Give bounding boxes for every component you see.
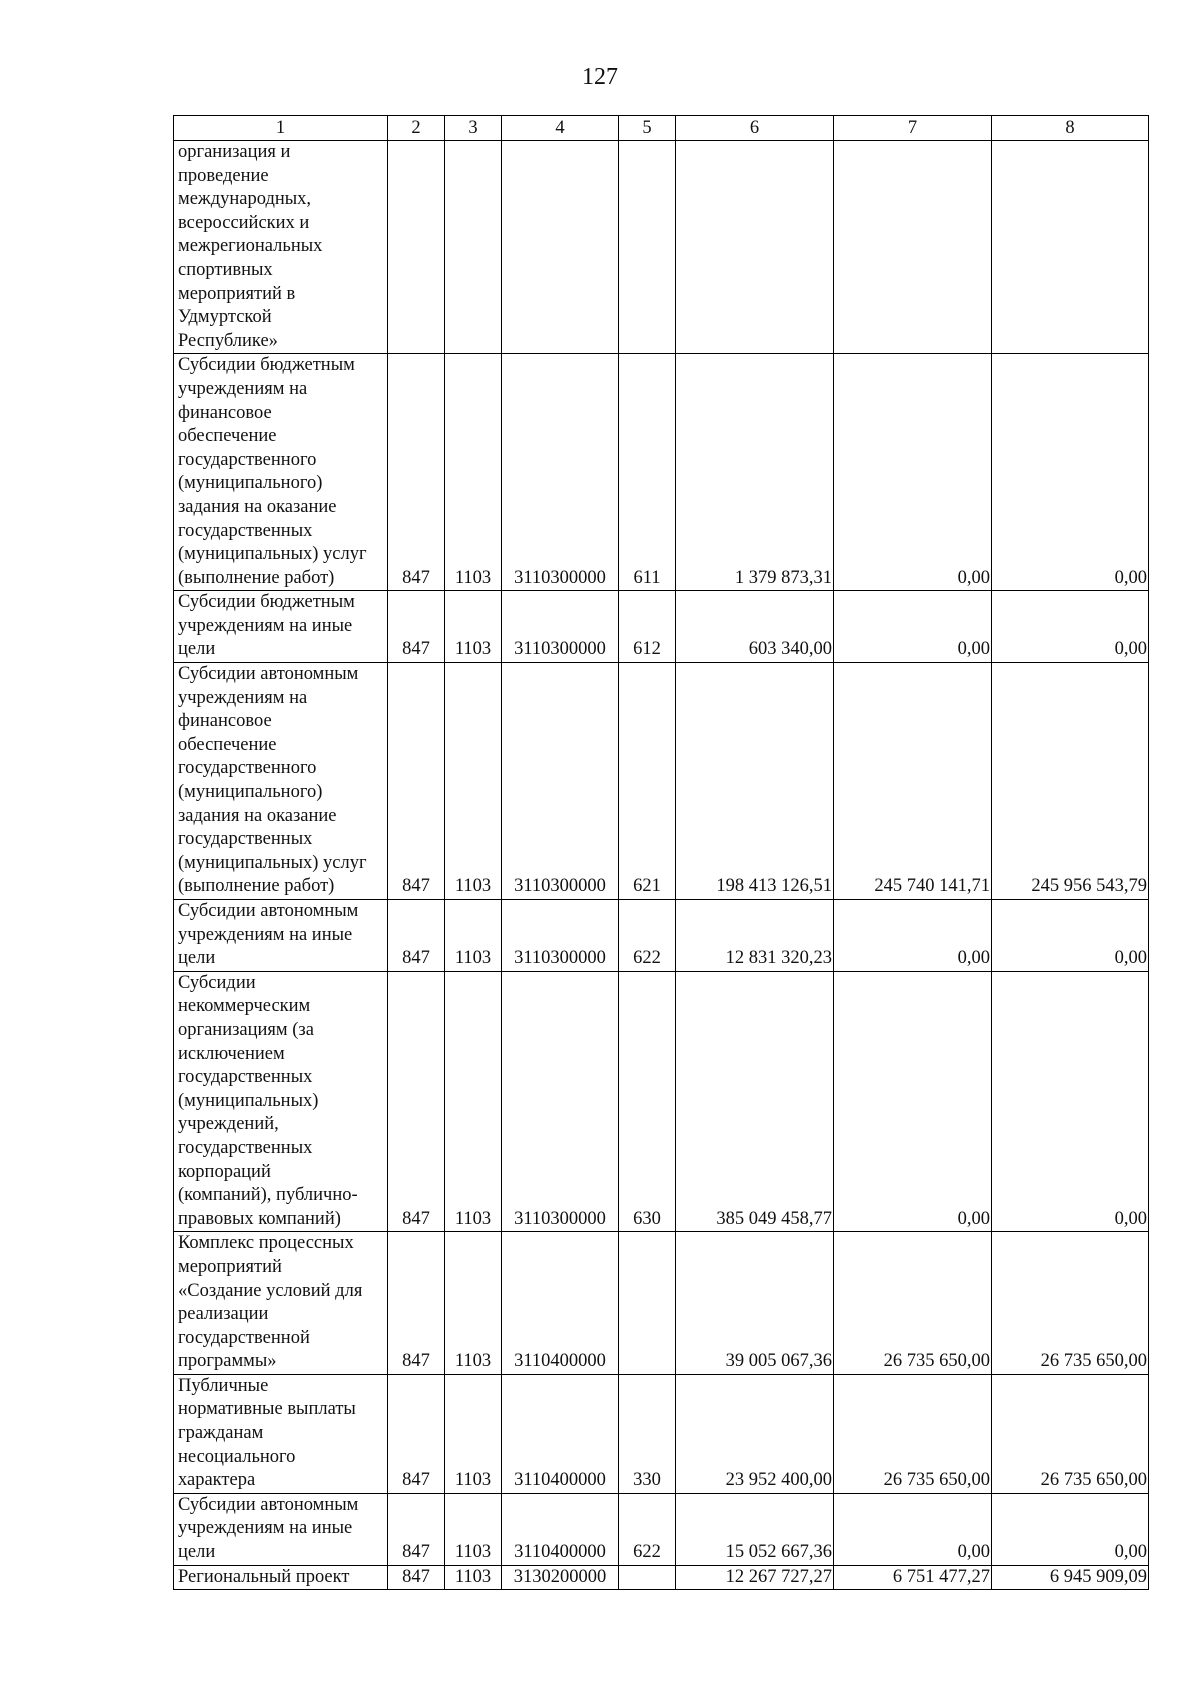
sum-col6-cell: 385 049 458,77 [676, 971, 834, 1232]
expense-type-cell: 612 [619, 591, 676, 663]
grbs-cell [388, 141, 445, 354]
header-cell: 3 [445, 116, 502, 141]
section-cell [445, 141, 502, 354]
sum-col8-cell: 0,00 [992, 1493, 1149, 1565]
row-name-cell: Субсидии автономным учреждениям на иные цели [174, 900, 388, 972]
target-article-cell: 3110400000 [502, 1232, 619, 1375]
expense-type-cell [619, 1232, 676, 1375]
section-cell: 1103 [445, 663, 502, 900]
sum-col8-cell: 6 945 909,09 [992, 1565, 1149, 1590]
sum-col6-cell: 12 267 727,27 [676, 1565, 834, 1590]
expense-type-cell [619, 141, 676, 354]
table-row [174, 354, 1149, 591]
page-number: 127 [582, 64, 618, 90]
expense-type-cell: 611 [619, 354, 676, 591]
grbs-cell: 847 [388, 1232, 445, 1375]
expense-type-cell: 630 [619, 971, 676, 1232]
row-name-cell: Региональный проект [174, 1565, 388, 1590]
section-cell: 1103 [445, 1374, 502, 1493]
grbs-cell: 847 [388, 1493, 445, 1565]
target-article-cell: 3110300000 [502, 354, 619, 591]
section-cell: 1103 [445, 591, 502, 663]
sum-col6-cell [676, 141, 834, 354]
header-cell: 8 [992, 116, 1149, 141]
expense-type-cell: 330 [619, 1374, 676, 1493]
table-row [174, 1374, 1149, 1493]
sum-col8-cell: 26 735 650,00 [992, 1374, 1149, 1493]
sum-col7-cell: 0,00 [834, 1493, 992, 1565]
table-header [174, 116, 1149, 141]
table-row [174, 1493, 1149, 1565]
table-row [174, 1232, 1149, 1375]
sum-col8-cell: 0,00 [992, 971, 1149, 1232]
target-article-cell: 3110300000 [502, 900, 619, 972]
table-body [174, 141, 1149, 1590]
sum-col6-cell: 15 052 667,36 [676, 1493, 834, 1565]
header-cell: 1 [174, 116, 388, 141]
section-cell: 1103 [445, 354, 502, 591]
table-row [174, 141, 1149, 354]
header-cell: 4 [502, 116, 619, 141]
target-article-cell: 3110400000 [502, 1374, 619, 1493]
expense-type-cell: 621 [619, 663, 676, 900]
header-cell: 5 [619, 116, 676, 141]
grbs-cell: 847 [388, 900, 445, 972]
sum-col7-cell: 26 735 650,00 [834, 1374, 992, 1493]
sum-col8-cell: 0,00 [992, 591, 1149, 663]
sum-col6-cell: 12 831 320,23 [676, 900, 834, 972]
row-name-cell: Публичные нормативные выплаты гражданам несоциального характера [174, 1374, 388, 1493]
header-cell: 2 [388, 116, 445, 141]
target-article-cell: 3110400000 [502, 1493, 619, 1565]
target-article-cell: 3110300000 [502, 663, 619, 900]
sum-col6-cell: 1 379 873,31 [676, 354, 834, 591]
section-cell: 1103 [445, 971, 502, 1232]
expense-type-cell: 622 [619, 1493, 676, 1565]
row-name-cell: Субсидии автономным учреждениям на иные цели [174, 1493, 388, 1565]
row-name-cell: Субсидии бюджетным учреждениям на финансовое обеспечение государственного (муниципального) задания на оказание государственных (муниципальных) услуг (выполнение работ) [174, 354, 388, 591]
sum-col8-cell [992, 141, 1149, 354]
sum-col6-cell: 39 005 067,36 [676, 1232, 834, 1375]
table-row [174, 971, 1149, 1232]
table-row [174, 591, 1149, 663]
section-cell: 1103 [445, 900, 502, 972]
target-article-cell [502, 141, 619, 354]
sum-col7-cell: 245 740 141,71 [834, 663, 992, 900]
sum-col8-cell: 26 735 650,00 [992, 1232, 1149, 1375]
sum-col7-cell: 0,00 [834, 971, 992, 1232]
row-name-cell: Субсидии бюджетным учреждениям на иные цели [174, 591, 388, 663]
sum-col8-cell: 245 956 543,79 [992, 663, 1149, 900]
expense-type-cell [619, 1565, 676, 1590]
table-row [174, 900, 1149, 972]
sum-col7-cell: 0,00 [834, 900, 992, 972]
header-cell: 6 [676, 116, 834, 141]
section-cell: 1103 [445, 1565, 502, 1590]
table-row [174, 663, 1149, 900]
grbs-cell: 847 [388, 354, 445, 591]
table-row [174, 1565, 1149, 1590]
header-row [174, 116, 1149, 141]
row-name-cell: Субсидии автономным учреждениям на финансовое обеспечение государственного (муниципального) задания на оказание государственных (муниципальных) услуг (выполнение работ) [174, 663, 388, 900]
budget-table [173, 115, 1149, 1590]
sum-col7-cell: 0,00 [834, 354, 992, 591]
grbs-cell: 847 [388, 663, 445, 900]
row-name-cell: организация и проведение международных, всероссийских и межрегиональных спортивных мероприятий в Удмуртской Республике» [174, 141, 388, 354]
section-cell: 1103 [445, 1493, 502, 1565]
row-name-cell: Субсидии некоммерческим организациям (за исключением государственных (муниципальных) учреждений, государственных корпораций (компаний), публично- правовых компаний) [174, 971, 388, 1232]
grbs-cell: 847 [388, 971, 445, 1232]
target-article-cell: 3110300000 [502, 971, 619, 1232]
grbs-cell: 847 [388, 1565, 445, 1590]
sum-col6-cell: 198 413 126,51 [676, 663, 834, 900]
row-name-cell: Комплекс процессных мероприятий «Создание условий для реализации государственной программы» [174, 1232, 388, 1375]
sum-col8-cell: 0,00 [992, 900, 1149, 972]
sum-col8-cell: 0,00 [992, 354, 1149, 591]
expense-type-cell: 622 [619, 900, 676, 972]
grbs-cell: 847 [388, 591, 445, 663]
sum-col7-cell: 6 751 477,27 [834, 1565, 992, 1590]
sum-col6-cell: 23 952 400,00 [676, 1374, 834, 1493]
sum-col7-cell: 0,00 [834, 591, 992, 663]
header-cell: 7 [834, 116, 992, 141]
sum-col7-cell: 26 735 650,00 [834, 1232, 992, 1375]
sum-col7-cell [834, 141, 992, 354]
grbs-cell: 847 [388, 1374, 445, 1493]
section-cell: 1103 [445, 1232, 502, 1375]
target-article-cell: 3110300000 [502, 591, 619, 663]
sum-col6-cell: 603 340,00 [676, 591, 834, 663]
target-article-cell: 3130200000 [502, 1565, 619, 1590]
